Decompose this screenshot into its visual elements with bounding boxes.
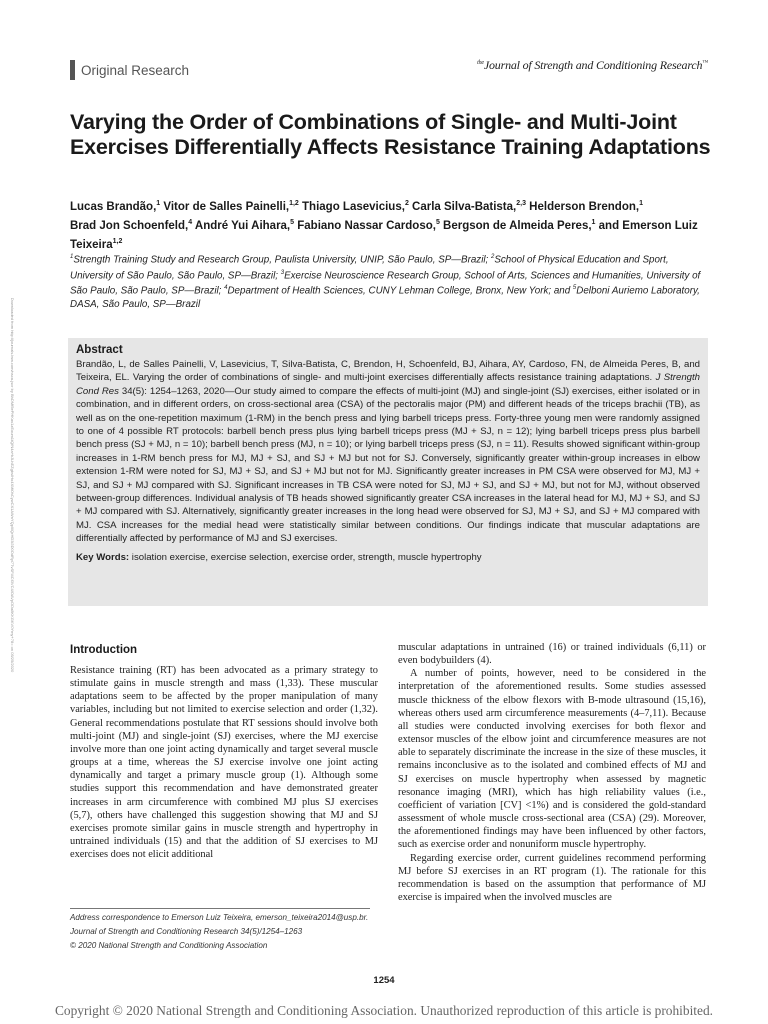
footnote-divider	[70, 908, 370, 909]
introduction-heading: Introduction	[70, 644, 138, 656]
abstract-heading: Abstract	[76, 344, 123, 356]
author-affil: 4	[188, 218, 193, 226]
intro-paragraph: muscular adaptations in untrained (16) or trained individuals (6,11) or even bodybuilders (4).	[398, 642, 706, 667]
affil-text: Strength Training Study and Research Group, Paulista University, UNIP, São Paulo, SP—Brazil;	[73, 254, 491, 266]
author: Bergson de Almeida Peres,	[443, 219, 592, 232]
affil-text: Exercise Neuroscience Research Group, School of Arts, Sciences and Humanities, University of São Paulo, São Paulo, SP—Brazil;	[70, 269, 701, 297]
author-affil: 1	[156, 200, 161, 207]
abstract-body: Our study aimed to compare the effects of multi-joint (MJ) and single-joint (SJ) exercises, either isolated or in combination, and in different orders, on cross-sectional area (CSA) of the pectoralis major (PM) and different heads of the triceps brachii (TB), as well as on the one-repetition maximum (1-RM) in the bench press and lying barbell triceps press. Forty-three young men were randomly assigned to one of 4 possible RT protocols: barbell bench press plus lying barbell triceps press (MJ + SJ, n = 12); lying barbell triceps press plus barbell bench press (SJ + MJ, n = 10); barbell bench press (MJ, n = 10); or lying barbell triceps press (SJ, n = 11). Results showed significant within-group increases in 1-RM bench press for MJ, MJ + SJ, and SJ + MJ but not for SJ. Conversely, significantly greater within-group increases in elbow extension 1-RM were noted for SJ, MJ + SJ, and SJ + MJ but not for MJ. Significantly greater increases in PM CSA were observed for MJ, MJ + SJ, and SJ + MJ compared with SJ. Significant increases in TB CSA were noted for SJ, MJ + SJ, and SJ + MJ, but not for MJ, without observed between-group differences. Individual analysis of TB heads showed significantly greater CSA increases in the lateral head for MJ, MJ + SJ, and SJ + MJ compared with SJ. Alternatively, significantly greater increases in the long head were observed for SJ, MJ + SJ, and SJ + MJ compared with MJ. CSA increases for the medial head were statistically similar between conditions. Our findings indicate that muscular adaptations are differentially affected by performance of MJ and SJ exercises.	[76, 385, 700, 545]
right-column	[398, 641, 706, 904]
affil-text: School of Physical Education and Sport, University of São Paulo, São Paulo, SP—Brazil;	[70, 254, 669, 281]
author: Fabiano Nassar Cardoso,	[297, 219, 436, 232]
affil-number: 1	[70, 254, 74, 260]
affiliations	[70, 251, 710, 311]
correspondence-note: Address correspondence to Emerson Luiz Teixeira, emerson_teixeira2014@usp.br.	[70, 913, 369, 922]
affil-text: Delboni Auriemo Laboratory, DASA, São Paulo, SP—Brazil	[70, 285, 700, 311]
affil-number: 5	[572, 285, 577, 292]
page-number: 1254	[373, 975, 395, 986]
intro-paragraph: Regarding exercise order, current guidelines recommend performing MJ before SJ exercises in an RT program (1). The rationale for this recommendation is based on the assumption that performance of MJ exercise is impaired when the involved muscles are	[398, 852, 706, 903]
article-title: Varying the Order of Combinations of Single- and Multi-Joint Exercises Differentially Affects Resistance Training Adaptations	[70, 110, 711, 159]
abstract-box	[68, 338, 708, 606]
journal-tm: ™	[702, 60, 708, 66]
author-affil: 1,2	[289, 200, 299, 207]
author: and Emerson Luiz Teixeira	[70, 219, 698, 251]
author: Helderson Brendon,	[529, 200, 640, 213]
author: André Yui Aihara,	[194, 219, 291, 232]
journal-reference: Journal of Strength and Conditioning Research 34(5)/1254–1263	[70, 927, 303, 936]
affil-number: 4	[224, 285, 228, 292]
intro-paragraph: Resistance training (RT) has been advocated as a primary strategy to stimulate gains in muscle strength and mass (1,33). These muscular adaptations seem to be affected by the proper manipulation of many variables, including but not limited to exercise selection and order (1,32). General recommendations postulate that RT sessions should involve both multi-joint (MJ) and single-joint (SJ) exercises, where the MJ exercise involve more than one joint acting dynamically and target several muscle groups at a time, whereas the SJ exercise involve one joint acting dynamically and target a primary muscle group (1). Although some studies support this recommendation and have demonstrated greater increases in arm circumference with combined MJ plus SJ exercises (5,7), others have challenged this suggestion showing that MJ and SJ exercises promote similar gains in muscle strength and hypertrophy in untrained individuals (15) and that the addition of SJ exercises to MJ exercises does not elicit additional	[70, 665, 378, 861]
keywords-list: isolation exercise, exercise selection, exercise order, strength, muscle hypertrophy	[129, 551, 482, 563]
author: Vitor de Salles Painelli,	[163, 200, 290, 213]
author-affil: 1	[591, 218, 596, 226]
affil-number: 2	[491, 254, 495, 260]
left-column	[70, 643, 378, 861]
abstract-citation: Brandão, L, de Salles Painelli, V, Lasevicius, T, Silva-Batista, C, Brendon, H, Schoenfeld, BJ, Aihara, AY, Cardoso, FN, de Almeida Peres, B, and Teixeira, EL. Varying the order of combinations of single- and multi-joint exercises differentially affects resistance training adaptations.	[76, 359, 700, 384]
intro-paragraph: A number of points, however, need to be considered in the interpretation of the aforementioned results. Some studies assessed muscle thickness of the elbow flexors with B-mode ultrasound (15,16), whereas others used arm circumference measurements (4–7,11). Because all studies were conducted involving exercises for both flexor and extensor muscles of the elbow joint and circumference measures are not able to separately discriminate the increase in the size of these muscles, it remains inconclusive as to the isolated and combined effects of MJ and SJ exercises on muscle hypertrophy when assessed by magnetic resonance imaging (MRI), which has high reliability values (i.e., coefficient of variation [CV] <1%) and is considered the gold-standard assessment of whole muscle cross-sectional area (CSA) (29). Moreover, the aforementioned findings may have been influenced by other factors, such as exercise order and nonuniform muscle hypertrophy.	[398, 668, 706, 851]
copyright-banner: Copyright © 2020 National Strength and Conditioning Association. Unauthorized reproduction of this article is prohibited.	[54, 1003, 714, 1018]
keywords	[76, 551, 700, 564]
author-affil: 2	[404, 200, 409, 207]
author-affil: 2,3	[516, 200, 526, 207]
journal-the: the	[477, 60, 484, 66]
abstract-citation-journal: J Strength Cond Res	[76, 372, 700, 397]
copyright-note: © 2020 National Strength and Conditioning Association	[70, 941, 268, 950]
author-affil: 5	[290, 218, 295, 226]
journal-logo	[477, 58, 708, 73]
section-label: Original Research	[70, 60, 189, 80]
author-affil: 1	[639, 200, 643, 207]
abstract-citation-volume: 34(5): 1254–1263, 2020—	[118, 385, 235, 397]
author-affil: 1,2	[112, 237, 123, 245]
author: Thiago Lasevicius,	[302, 200, 405, 213]
keywords-label: Key Words:	[76, 551, 130, 563]
author: Lucas Brandão,	[70, 200, 157, 213]
author: Carla Silva-Batista,	[412, 200, 517, 213]
affil-number: 3	[280, 269, 285, 276]
download-watermark: Downloaded from http://journals.lww.com/nsca-jscr by BhDMf5ePHKav1zEoum1tQfN4a+kJLhEZgbsIHo4XMi0hCywCX1AWnYQp/IlQrHD3i3D0OdRyi7TvSFl4Cf3VC4/OAVpDDa8KKGKV0Ymy+78= on 05/25/2020	[10, 297, 15, 673]
footnotes	[70, 911, 380, 953]
author-list	[70, 196, 720, 252]
journal-title: Journal of Strength and Conditioning Research	[483, 58, 703, 72]
affil-text: Department of Health Sciences, CUNY Lehman College, Bronx, New York; and	[227, 285, 573, 297]
author-affil: 5	[435, 218, 440, 226]
abstract-text	[76, 358, 700, 546]
author: Brad Jon Schoenfeld,	[70, 219, 189, 232]
